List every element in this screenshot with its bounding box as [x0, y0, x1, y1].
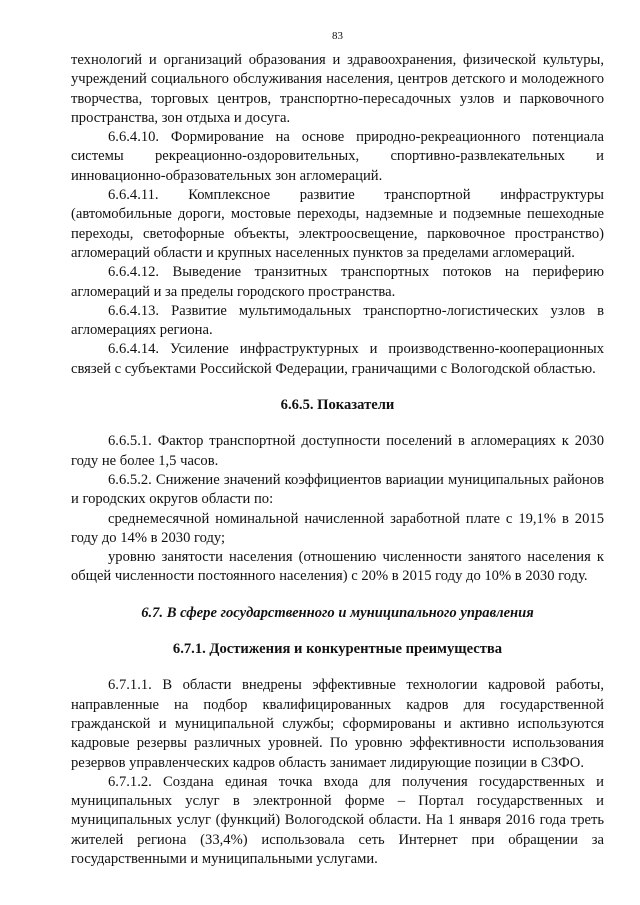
paragraph-6-6-5-2: 6.6.5.2. Снижение значений коэффициентов вариации муниципальных районов и городских округов области по:	[71, 471, 604, 508]
paragraph-6-6-4-11: 6.6.4.11. Комплексное развитие транспортной инфраструктуры (автомобильные дороги, мостовые переходы, надземные и подземные пешеходные переходы, светофорные объекты, электроосвещение, парковочное пространство) агломераций области и крупных населенных пунктов за пределами агломераций.	[71, 187, 604, 261]
paragraph-6-6-4-10: 6.6.4.10. Формирование на основе природно-рекреационного потенциала системы рекреационно-оздоровительных, спортивно-развлекательных и инновационно-образовательных зон агломераций.	[71, 129, 604, 184]
paragraph-6-6-4-14: 6.6.4.14. Усиление инфраструктурных и производственно-кооперационных связей с субъектами Российской Федерации, граничащими с Вологодской областью.	[71, 341, 604, 377]
paragraph-salary: среднемесячной номинальной начисленной заработной плате с 19,1% в 2015 году до 14% в 2030 году;	[71, 510, 604, 546]
paragraph-employment: уровню занятости населения (отношению численности занятого населения к общей численности постоянного населения) с 20% в 2015 году до 10% в 2030 году.	[71, 549, 604, 585]
paragraph-6-6-4-12: 6.6.4.12. Выведение транзитных транспортных потоков на периферию агломераций и за пределы городского пространства.	[71, 264, 604, 300]
paragraph-6-7-1-2: 6.7.1.2. Создана единая точка входа для получения государственных и муниципальных услуг в электронной форме – Портал государственных и муниципальных услуг (функций) Вологодской области. На 1 января 2016 года треть жителей региона (33,4%) использовала сеть Интернет при обращении за государственными и муниципальными услугами.	[71, 773, 604, 867]
paragraph-6-6-5-1: 6.6.5.1. Фактор транспортной доступности поселений в агломерациях к 2030 году не более 1,5 часов.	[71, 433, 604, 469]
paragraph-6-7-1-1: 6.7.1.1. В области внедрены эффективные технологии кадровой работы, направленные на подбор квалифицированных кадров для государственной гражданской и муниципальной службы; сформированы и активно используются кадровые резервы различных уровней. По уровню эффективности использования резервов управленческих кадров область занимает лидирующие позиции в СЗФО.	[71, 677, 604, 771]
paragraph-6-6-4-13: 6.6.4.13. Развитие мультимодальных транспортно-логистических узлов в агломерациях региона.	[71, 302, 604, 339]
section-heading-6-7-1: 6.7.1. Достижения и конкурентные преимущества	[172, 641, 503, 658]
page-number: 83	[332, 30, 343, 42]
section-heading-6-7: 6.7. В сфере государственного и муниципального управления	[141, 604, 534, 621]
section-heading-6-6-5: 6.6.5. Показатели	[280, 397, 395, 414]
paragraph-intro: технологий и организаций образования и здравоохранения, физической культуры, учреждений социального обслуживания населения, центров детского и молодежного творчества, торговых центров, транспортно-пересадочных узлов и парковочного пространства, зон отдыха и досуга.	[71, 52, 604, 126]
